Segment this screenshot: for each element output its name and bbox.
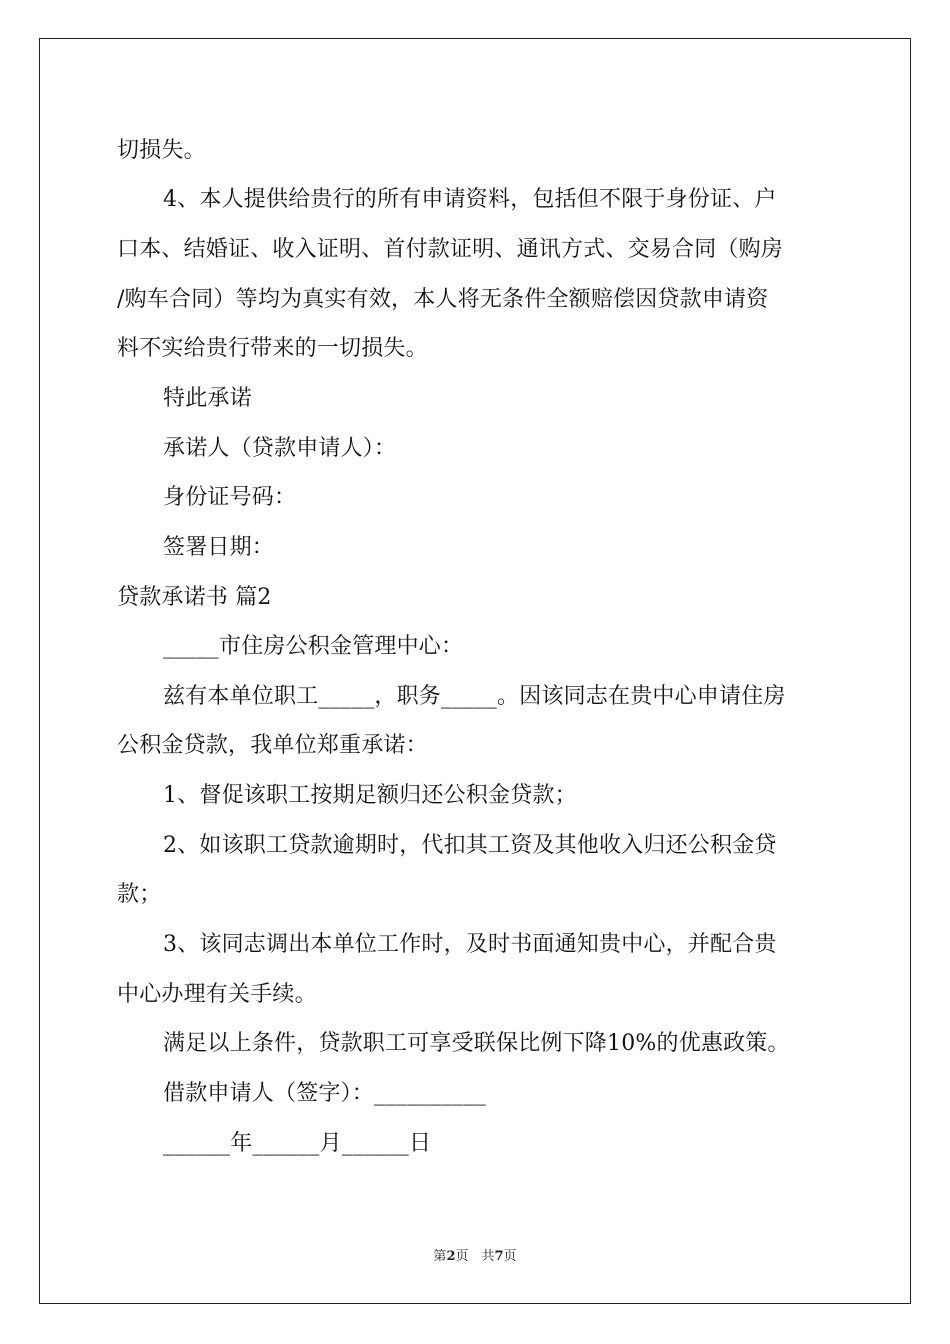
text-line: 款； <box>117 882 162 907</box>
text-line: 承诺人（贷款申请人）： <box>163 436 397 461</box>
text-line: _____市住房公积金管理中心： <box>163 634 464 659</box>
text-line: 身份证号码： <box>163 485 297 510</box>
text-line: 切损失。 <box>117 138 206 163</box>
current-page-number: 2 <box>446 1249 456 1264</box>
text-line: 1、督促该职工按期足额归还公积金贷款； <box>163 783 577 808</box>
footer-suffix: 页 <box>503 1249 517 1264</box>
text-line: 签署日期： <box>163 535 275 560</box>
date-line: ______年______月______日 <box>163 1131 432 1156</box>
text-line: 特此承诺 <box>163 386 252 411</box>
text-line: 料不实给贵行带来的一切损失。 <box>117 336 428 361</box>
page-border <box>39 38 911 1304</box>
text-line: 2、如该职工贷款逾期时，代扣其工资及其他收入归还公积金贷 <box>163 833 777 858</box>
section-title: 贷款承诺书 篇2 <box>117 585 272 610</box>
footer-mid: 页 共 <box>455 1249 495 1264</box>
text-line: 中心办理有关手续。 <box>117 982 317 1007</box>
signature-line: 借款申请人（签字）：__________ <box>163 1081 487 1106</box>
text-line: 4、本人提供给贵行的所有申请资料，包括但不限于身份证、户 <box>163 187 777 212</box>
text-line: 公积金贷款，我单位郑重承诺： <box>117 733 428 758</box>
total-page-number: 7 <box>494 1249 504 1264</box>
footer-prefix: 第 <box>433 1249 447 1264</box>
text-line: /购车合同）等均为真实有效，本人将无条件全额赔偿因贷款申请资 <box>117 287 769 312</box>
text-line: 满足以上条件，贷款职工可享受联保比例下降10%的优惠政策。 <box>163 1031 790 1056</box>
text-line: 口本、结婚证、收入证明、首付款证明、通讯方式、交易合同（购房 <box>117 237 784 262</box>
text-line: 兹有本单位职工_____，职务_____。因该同志在贵中心申请住房 <box>163 684 786 709</box>
page-footer <box>0 1245 950 1264</box>
text-line: 3、该同志调出本单位工作时，及时书面通知贵中心，并配合贵 <box>163 932 777 957</box>
